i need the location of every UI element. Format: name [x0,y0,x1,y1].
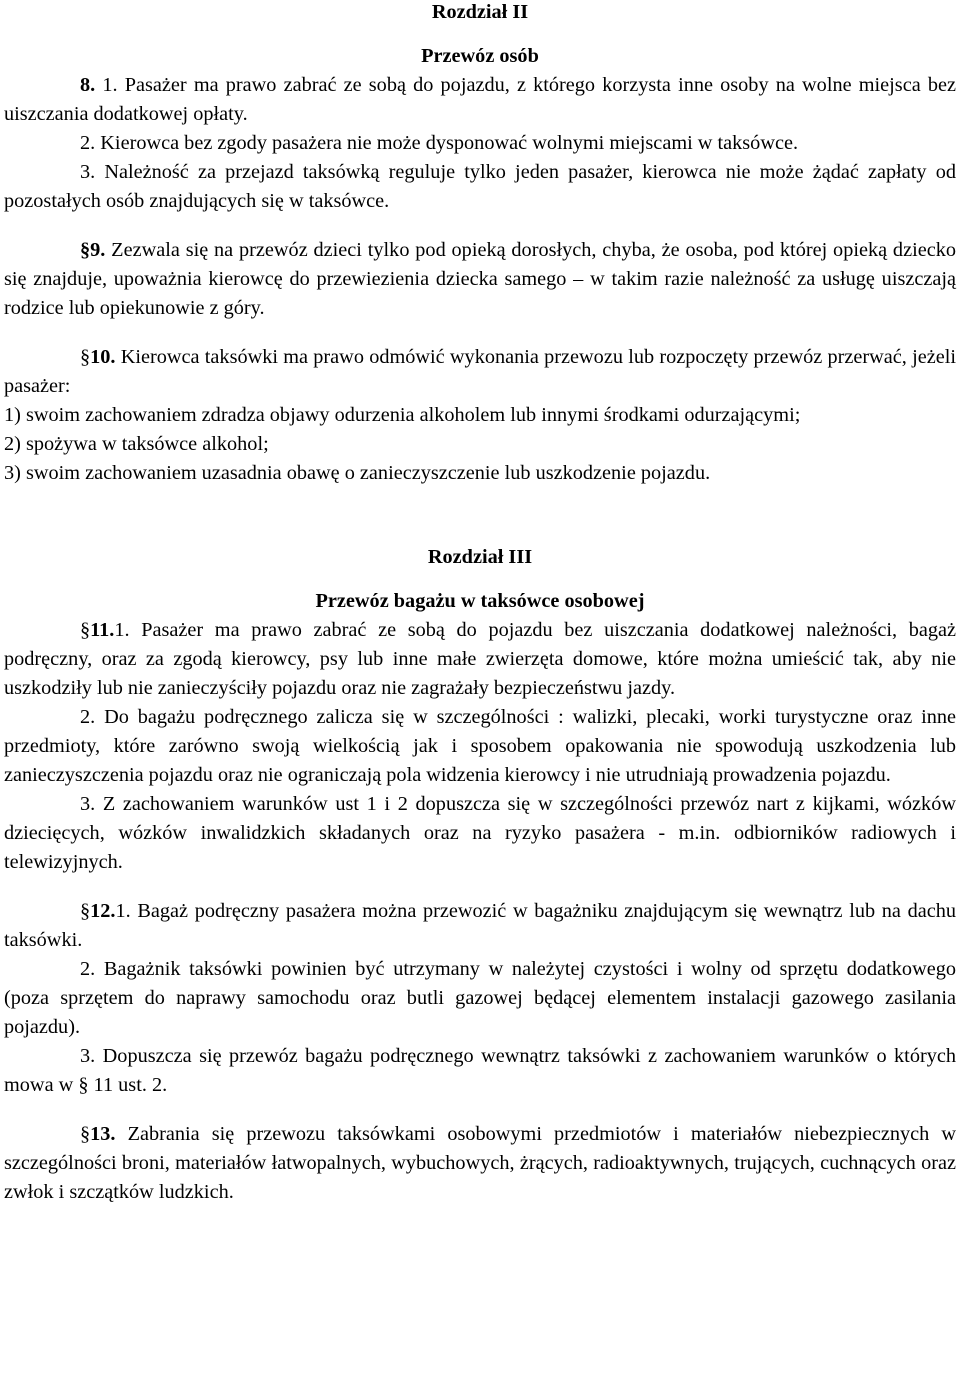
chapter-2-heading: Rozdział II [431,1,529,23]
section-10-text: Kierowca taksówki ma prawo odmówić wykonania przewozu lub rozpoczęty przewóz przerwać, jeżeli pasażer: [4,346,956,397]
section-12-paragraph-1: §12.1. Bagaż podręczny pasażera można przewozić w bagażniku znajdującym się wewnątrz lub na dachu taksówki. [4,900,956,951]
section-10-paragraph: §10. Kierowca taksówki ma prawo odmówić wykonania przewozu lub rozpoczęty przewóz przerwać, jeżeli pasażer: [4,346,956,397]
section-10-item-1: 1) swoim zachowaniem zdradza objawy odurzenia alkoholem lub innymi środkami odurzającymi; [4,404,801,426]
section-12-text-1: 1. Bagaż podręczny pasażera można przewozić w bagażniku znajdującym się wewnątrz lub na dachu taksówki. [4,900,956,951]
section-9-text: Zezwala się na przewóz dzieci tylko pod opieką dorosłych, chyba, że osoba, pod której opieką dziecko się znajduje, upoważnia kierowcę do przewiezienia dziecka samego – w takim razie należność za usługę uiszczają rodzice lub opiekunowie z góry. [4,239,956,319]
section-11-number: 11. [90,619,115,641]
section-10-item-2: 2) spożywa w taksówce alkohol; [4,433,269,455]
section-10-item-3: 3) swoim zachowaniem uzasadnia obawę o zanieczyszczenie lub uszkodzenie pojazdu. [4,462,711,484]
section-10-number: 10. [90,346,116,368]
section-9-paragraph [4,236,956,323]
section-8-paragraph-3: 3. Należność za przejazd taksówką reguluje tylko jeden pasażer, kierowca nie może żądać zapłaty od pozostałych osób znajdujących się w taksówce. [4,161,956,212]
chapter-3-title: Przewóz bagażu w taksówce osobowej [315,590,645,612]
section-13-text: Zabrania się przewozu taksówkami osobowymi przedmiotów i materiałów niebezpiecznych w szczególności broni, materiałów łatwopalnych, wybuchowych, żrących, radioaktywnych, trujących, cuchnących oraz zwłok i szczątków ludzkich. [4,1123,956,1203]
section-11-text-1: 1. Pasażer ma prawo zabrać ze sobą do pojazdu bez uiszczania dodatkowej należności, bagaż podręczny, oraz za zgodą kierowcy, psy lub inne małe zwierzęta domowe, które można umieścić tak, aby nie uszkodziły lub nie zanieczyściły pojazdu oraz nie zagrażały bezpieczeństwu jazdy. [4,619,956,699]
section-9-number: §9. [80,239,106,261]
section-12-paragraph-3: 3. Dopuszcza się przewóz bagażu podręcznego wewnątrz taksówki z zachowaniem warunków o których mowa w § 11 ust. 2. [4,1045,956,1096]
section-11-paragraph-1: §11.1. Pasażer ma prawo zabrać ze sobą do pojazdu bez uiszczania dodatkowej należności, bagaż podręczny, oraz za zgodą kierowcy, psy lub inne małe zwierzęta domowe, które można umieścić tak, aby nie uszkodziły lub nie zanieczyściły pojazdu oraz nie zagrażały bezpieczeństwu jazdy. [4,619,956,699]
section-13-paragraph: §13. Zabrania się przewozu taksówkami osobowymi przedmiotów i materiałów niebezpiecznych w szczególności broni, materiałów łatwopalnych, wybuchowych, żrących, radioaktywnych, trujących, cuchnących oraz zwłok i szczątków ludzkich. [4,1123,956,1203]
section-12-number: 12. [90,900,116,922]
section-11-paragraph-3: 3. Z zachowaniem warunków ust 1 i 2 dopuszcza się w szczególności przewóz nart z kijkami, wózków dziecięcych, wózków inwalidzkich składanych oraz na ryzyko pasażera - m.in. odbiorników radiowych i telewizyjnych. [4,793,956,873]
document-page [4,0,956,1207]
section-8-text-1: 1. Pasażer ma prawo zabrać ze sobą do pojazdu, z którego korzysta inne osoby na wolne miejsca bez uiszczania dodatkowej opłaty. [4,74,956,125]
chapter-2-title: Przewóz osób [421,45,539,67]
section-12-paragraph-2: 2. Bagażnik taksówki powinien być utrzymany w należytej czystości i wolny od sprzętu dodatkowego (poza sprzętem do naprawy samochodu oraz butli gazowej będącej elementem instalacji gazowego zasilania pojazdu). [4,958,956,1038]
section-13-number: 13. [90,1123,116,1145]
section-8-paragraph-1 [4,71,956,129]
section-8-paragraph-2: 2. Kierowca bez zgody pasażera nie może dysponować wolnymi miejscami w taksówce. [80,132,799,154]
section-11-paragraph-2: 2. Do bagażu podręcznego zalicza się w szczególności : walizki, plecaki, worki turystyczne oraz inne przedmioty, które zarówno swoją wielkością jak i sposobem opakowania nie spowodują uszkodzenia lub zanieczyszczenia pojazdu oraz nie ograniczają pola widzenia kierowcy i nie utrudniają prowadzenia pojazdu. [4,706,956,786]
chapter-3-heading: Rozdział III [427,546,533,568]
section-8-number: 8. [80,74,96,96]
